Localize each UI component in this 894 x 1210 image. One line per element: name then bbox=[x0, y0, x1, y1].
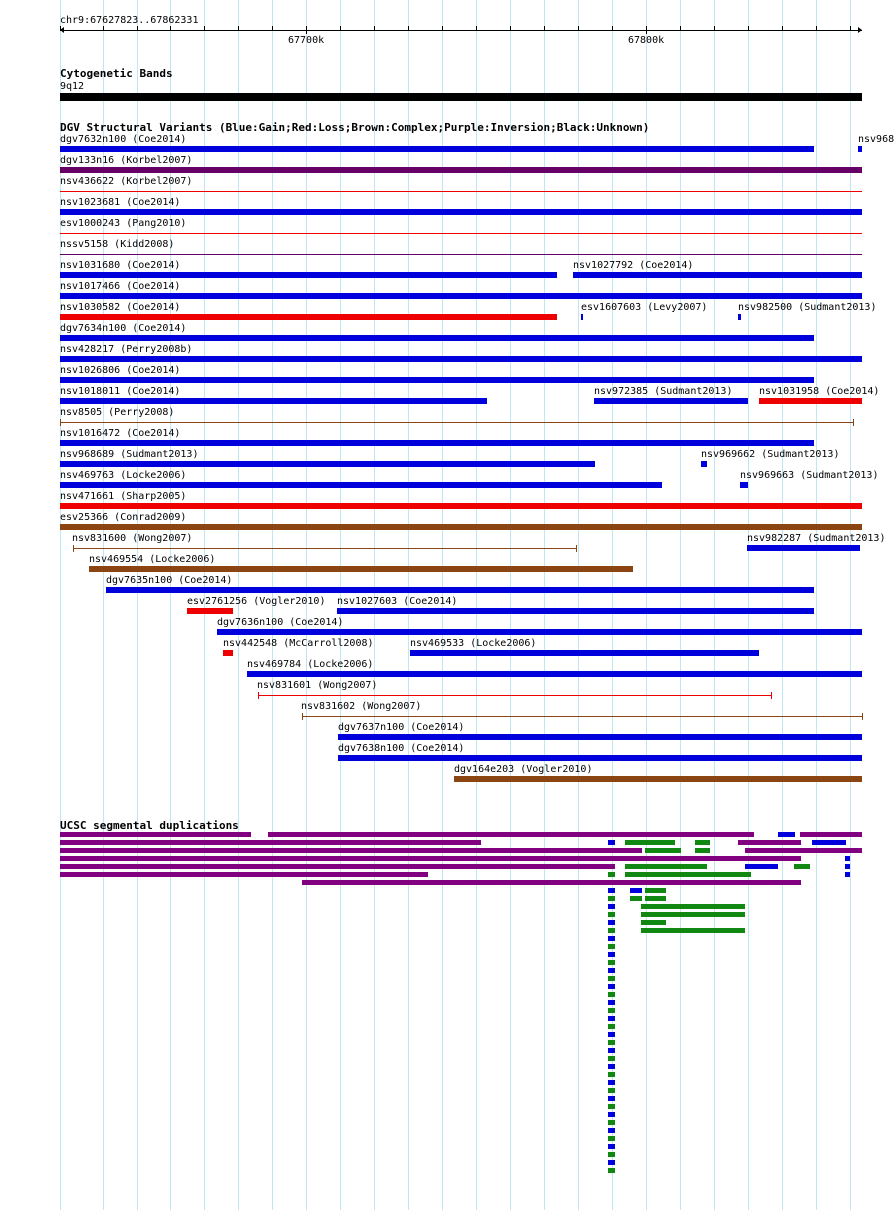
dgv-feature-bar[interactable] bbox=[60, 482, 662, 488]
ruler-tick bbox=[272, 26, 273, 31]
segdup-block[interactable] bbox=[608, 968, 615, 973]
dgv-feature-bar[interactable] bbox=[740, 482, 748, 488]
ruler-tick bbox=[850, 26, 851, 31]
dgv-feature-endcap bbox=[73, 545, 74, 552]
segdup-block[interactable] bbox=[608, 1056, 615, 1061]
segdup-block[interactable] bbox=[641, 912, 745, 917]
segdup-block[interactable] bbox=[608, 984, 615, 989]
dgv-feature-bar[interactable] bbox=[247, 671, 862, 677]
segdup-block[interactable] bbox=[695, 848, 710, 853]
dgv-feature-line[interactable] bbox=[60, 422, 853, 423]
ruler-tick bbox=[816, 26, 817, 31]
ruler-tick bbox=[408, 26, 409, 31]
dgv-feature-label[interactable]: esv1607603 (Levy2007) bbox=[581, 302, 708, 313]
segdup-block[interactable] bbox=[608, 1112, 615, 1117]
dgv-feature-label[interactable]: nsv831600 (Wong2007) bbox=[72, 533, 193, 544]
segdup-block[interactable] bbox=[608, 1024, 615, 1029]
segdup-block[interactable] bbox=[608, 976, 615, 981]
dgv-feature-line[interactable] bbox=[60, 254, 862, 255]
ruler-tick bbox=[204, 26, 205, 31]
segdup-block[interactable] bbox=[630, 896, 642, 901]
ruler-tick bbox=[782, 26, 783, 31]
dgv-feature-bar[interactable] bbox=[60, 209, 862, 215]
ruler-tick bbox=[646, 26, 647, 34]
dgv-feature-endcap bbox=[258, 692, 259, 699]
dgv-feature-bar[interactable] bbox=[60, 146, 814, 152]
dgv-feature-label[interactable]: nsv436622 (Korbel2007) bbox=[60, 176, 193, 187]
segdup-block[interactable] bbox=[608, 1072, 615, 1077]
ruler-tick bbox=[476, 26, 477, 31]
cytoband-bar[interactable] bbox=[60, 93, 862, 101]
segdup-block[interactable] bbox=[60, 848, 642, 853]
dgv-feature-label[interactable]: nsv1031958 (Coe2014) bbox=[759, 386, 880, 397]
segdup-block[interactable] bbox=[630, 888, 642, 893]
dgv-feature-label[interactable]: esv1000243 (Pang2010) bbox=[60, 218, 187, 229]
dgv-feature-bar[interactable] bbox=[338, 755, 862, 761]
dgv-feature-label[interactable]: nsv1026806 (Coe2014) bbox=[60, 365, 181, 376]
segdup-block[interactable] bbox=[645, 896, 666, 901]
dgv-feature-line[interactable] bbox=[302, 716, 862, 717]
segdup-block[interactable] bbox=[695, 840, 710, 845]
ruler-tick bbox=[612, 26, 613, 31]
dgv-feature-label[interactable]: esv25366 (Conrad2009) bbox=[60, 512, 187, 523]
dgv-feature-bar[interactable] bbox=[594, 398, 748, 404]
dgv-feature-label[interactable]: dgv133n16 (Korbel2007) bbox=[60, 155, 193, 166]
segdup-block[interactable] bbox=[625, 840, 675, 845]
segdup-block[interactable] bbox=[608, 1168, 615, 1173]
segdup-block[interactable] bbox=[608, 1048, 615, 1053]
dgv-track-title[interactable]: DGV Structural Variants (Blue:Gain;Red:Loss;Brown:Complex;Purple:Inversion;Black:Unknown) bbox=[60, 121, 650, 134]
segdup-block[interactable] bbox=[625, 872, 751, 877]
segdup-block[interactable] bbox=[608, 1000, 615, 1005]
segdup-block[interactable] bbox=[645, 888, 666, 893]
segdup-block[interactable] bbox=[608, 992, 615, 997]
dgv-feature-label[interactable]: dgv7635n100 (Coe2014) bbox=[106, 575, 233, 586]
segdup-block[interactable] bbox=[608, 872, 615, 877]
dgv-feature-bar[interactable] bbox=[337, 608, 814, 614]
dgv-feature-bar[interactable] bbox=[60, 377, 814, 383]
dgv-feature-label[interactable]: dgv7636n100 (Coe2014) bbox=[217, 617, 344, 628]
ruler-right-arrow bbox=[858, 27, 862, 33]
dgv-feature-bar[interactable] bbox=[759, 398, 862, 404]
dgv-feature-line[interactable] bbox=[60, 191, 862, 192]
segdup-block[interactable] bbox=[608, 1064, 615, 1069]
dgv-feature-bar[interactable] bbox=[60, 398, 487, 404]
dgv-feature-label[interactable]: nsv972385 (Sudmant2013) bbox=[594, 386, 733, 397]
dgv-feature-label[interactable]: nsv1030582 (Coe2014) bbox=[60, 302, 181, 313]
ruler-tick bbox=[340, 26, 341, 31]
dgv-feature-label[interactable]: nsv968689 (Sudmant2013) bbox=[60, 449, 199, 460]
dgv-feature-label[interactable]: nsv831602 (Wong2007) bbox=[301, 701, 422, 712]
segdup-block[interactable] bbox=[608, 840, 615, 845]
segdup-block[interactable] bbox=[608, 1032, 615, 1037]
segdup-block[interactable] bbox=[302, 880, 801, 885]
dgv-feature-endcap bbox=[853, 419, 854, 426]
segdup-block[interactable] bbox=[745, 864, 778, 869]
segdup-block[interactable] bbox=[625, 864, 707, 869]
ruler-tick bbox=[374, 26, 375, 31]
segdup-block[interactable] bbox=[641, 928, 745, 933]
segdup-block[interactable] bbox=[60, 832, 251, 837]
segdup-block[interactable] bbox=[608, 960, 615, 965]
ruler-tick bbox=[137, 26, 138, 31]
segdup-block[interactable] bbox=[845, 872, 850, 877]
segdup-block[interactable] bbox=[608, 912, 615, 917]
dgv-feature-bar[interactable] bbox=[701, 461, 707, 467]
segdup-block[interactable] bbox=[608, 1144, 615, 1149]
dgv-feature-bar[interactable] bbox=[410, 650, 759, 656]
segdup-block[interactable] bbox=[60, 864, 615, 869]
segdup-block[interactable] bbox=[60, 872, 428, 877]
dgv-feature-endcap bbox=[302, 713, 303, 720]
dgv-feature-label[interactable]: dgv164e203 (Vogler2010) bbox=[454, 764, 593, 775]
segdup-block[interactable] bbox=[794, 864, 810, 869]
segdup-block[interactable] bbox=[641, 904, 745, 909]
segdup-block[interactable] bbox=[745, 848, 862, 853]
segdup-block[interactable] bbox=[800, 832, 862, 837]
segdup-block[interactable] bbox=[645, 848, 681, 853]
dgv-feature-label[interactable]: dgv7634n100 (Coe2014) bbox=[60, 323, 187, 334]
segdup-block[interactable] bbox=[608, 1128, 615, 1133]
dgv-feature-bar[interactable] bbox=[187, 608, 233, 614]
dgv-feature-label[interactable]: nsv1018011 (Coe2014) bbox=[60, 386, 181, 397]
dgv-feature-bar[interactable] bbox=[573, 272, 862, 278]
segdup-block[interactable] bbox=[608, 952, 615, 957]
dgv-feature-label[interactable]: nsv8505 (Perry2008) bbox=[60, 407, 175, 418]
segdup-block[interactable] bbox=[608, 1096, 615, 1101]
segdup-block[interactable] bbox=[608, 1088, 615, 1093]
segdup-block[interactable] bbox=[60, 856, 801, 861]
dgv-feature-bar[interactable] bbox=[89, 566, 633, 572]
dgv-feature-label[interactable]: dgv7637n100 (Coe2014) bbox=[338, 722, 465, 733]
segdup-block[interactable] bbox=[608, 896, 615, 901]
dgv-feature-bar[interactable] bbox=[60, 314, 557, 320]
segdup-block[interactable] bbox=[608, 920, 615, 925]
ruler-tick bbox=[60, 26, 61, 31]
dgv-feature-label[interactable]: nsv442548 (McCarroll2008) bbox=[223, 638, 374, 649]
position-label: chr9:67627823..67862331 bbox=[60, 15, 199, 26]
dgv-feature-bar[interactable] bbox=[217, 629, 862, 635]
segdup-block[interactable] bbox=[608, 1040, 615, 1045]
segdup-block[interactable] bbox=[608, 888, 615, 893]
segdup-block[interactable] bbox=[608, 1080, 615, 1085]
ruler-tick bbox=[510, 26, 511, 31]
ruler-tick bbox=[170, 26, 171, 31]
dgv-feature-label[interactable]: nsv1017466 (Coe2014) bbox=[60, 281, 181, 292]
dgv-feature-bar[interactable] bbox=[60, 461, 595, 467]
dgv-feature-label[interactable]: nsv1027603 (Coe2014) bbox=[337, 596, 458, 607]
segdup-block[interactable] bbox=[845, 864, 850, 869]
dgv-feature-endcap bbox=[771, 692, 772, 699]
dgv-feature-label[interactable]: nsv471661 (Sharp2005) bbox=[60, 491, 187, 502]
segdup-block[interactable] bbox=[608, 1136, 615, 1141]
dgv-feature-label[interactable]: nsv982287 (Sudmant2013) bbox=[747, 533, 886, 544]
dgv-feature-label[interactable]: esv2761256 (Vogler2010) bbox=[187, 596, 326, 607]
segdup-block[interactable] bbox=[778, 832, 795, 837]
dgv-feature-label[interactable]: nsv969662 (Sudmant2013) bbox=[701, 449, 840, 460]
dgv-feature-label[interactable]: dgv7638n100 (Coe2014) bbox=[338, 743, 465, 754]
dgv-feature-label[interactable]: nssv5158 (Kidd2008) bbox=[60, 239, 175, 250]
dgv-feature-bar[interactable] bbox=[60, 524, 862, 530]
ruler-tick bbox=[578, 26, 579, 31]
ruler-tick-label: 67800k bbox=[628, 35, 665, 46]
segdup-block[interactable] bbox=[60, 840, 481, 845]
ruler-tick bbox=[680, 26, 681, 31]
ruler-tick bbox=[748, 26, 749, 31]
dgv-feature-line[interactable] bbox=[258, 695, 771, 696]
dgv-feature-label[interactable]: nsv982500 (Sudmant2013) bbox=[738, 302, 877, 313]
segdup-block[interactable] bbox=[608, 928, 615, 933]
segdup-block[interactable] bbox=[608, 944, 615, 949]
segdup-block[interactable] bbox=[845, 856, 850, 861]
segdup-block[interactable] bbox=[608, 1008, 615, 1013]
cytoband-track-title[interactable]: Cytogenetic Bands bbox=[60, 67, 173, 80]
dgv-feature-label[interactable]: nsv1027792 (Coe2014) bbox=[573, 260, 694, 271]
dgv-feature-label[interactable]: nsv469533 (Locke2006) bbox=[410, 638, 537, 649]
dgv-feature-bar[interactable] bbox=[60, 167, 862, 173]
segdup-block[interactable] bbox=[268, 832, 754, 837]
dgv-feature-bar[interactable] bbox=[60, 440, 814, 446]
dgv-feature-bar[interactable] bbox=[747, 545, 860, 551]
dgv-feature-line[interactable] bbox=[60, 233, 862, 234]
dgv-feature-label[interactable]: nsv428217 (Perry2008b) bbox=[60, 344, 193, 355]
dgv-feature-bar[interactable] bbox=[106, 587, 814, 593]
ruler-tick-label: 67700k bbox=[288, 35, 325, 46]
ruler-axis bbox=[60, 30, 862, 31]
dgv-feature-endcap bbox=[862, 713, 863, 720]
ruler-tick bbox=[442, 26, 443, 31]
dgv-feature-label[interactable]: nsv1031680 (Coe2014) bbox=[60, 260, 181, 271]
dgv-feature-bar[interactable] bbox=[858, 146, 862, 152]
dgv-feature-bar[interactable] bbox=[581, 314, 583, 320]
segdup-block[interactable] bbox=[641, 920, 666, 925]
segdup-block[interactable] bbox=[608, 1104, 615, 1109]
dgv-feature-bar[interactable] bbox=[454, 776, 862, 782]
segdup-block[interactable] bbox=[608, 904, 615, 909]
ruler-tick bbox=[714, 26, 715, 31]
dgv-feature-bar[interactable] bbox=[60, 335, 814, 341]
segdup-block[interactable] bbox=[608, 1016, 615, 1021]
dgv-feature-label[interactable]: nsv968 bbox=[858, 134, 894, 145]
dgv-feature-line[interactable] bbox=[73, 548, 576, 549]
dgv-feature-bar[interactable] bbox=[60, 272, 557, 278]
dgv-feature-label[interactable]: nsv969663 (Sudmant2013) bbox=[740, 470, 879, 481]
segdup-block[interactable] bbox=[608, 1120, 615, 1125]
ruler-tick bbox=[544, 26, 545, 31]
dgv-feature-endcap bbox=[60, 419, 61, 426]
dgv-feature-label[interactable]: nsv1016472 (Coe2014) bbox=[60, 428, 181, 439]
segdup-track-title[interactable]: UCSC segmental duplications bbox=[60, 819, 239, 832]
dgv-feature-label[interactable]: dgv7632n100 (Coe2014) bbox=[60, 134, 187, 145]
segdup-block[interactable] bbox=[812, 840, 846, 845]
ruler-tick bbox=[238, 26, 239, 31]
dgv-feature-label[interactable]: nsv469784 (Locke2006) bbox=[247, 659, 374, 670]
dgv-feature-bar[interactable] bbox=[223, 650, 233, 656]
dgv-feature-bar[interactable] bbox=[60, 293, 862, 299]
segdup-block[interactable] bbox=[608, 1152, 615, 1157]
dgv-feature-label[interactable]: nsv469763 (Locke2006) bbox=[60, 470, 187, 481]
dgv-feature-label[interactable]: nsv831601 (Wong2007) bbox=[257, 680, 378, 691]
cytoband-label: 9q12 bbox=[60, 81, 85, 92]
segdup-block[interactable] bbox=[738, 840, 801, 845]
dgv-feature-bar[interactable] bbox=[338, 734, 862, 740]
ruler-tick bbox=[103, 26, 104, 31]
dgv-feature-label[interactable]: nsv1023681 (Coe2014) bbox=[60, 197, 181, 208]
segdup-block[interactable] bbox=[608, 1160, 615, 1165]
dgv-feature-endcap bbox=[576, 545, 577, 552]
ruler-tick bbox=[306, 26, 307, 34]
dgv-feature-label[interactable]: nsv469554 (Locke2006) bbox=[89, 554, 216, 565]
dgv-feature-bar[interactable] bbox=[60, 503, 862, 509]
dgv-feature-bar[interactable] bbox=[60, 356, 862, 362]
segdup-block[interactable] bbox=[608, 936, 615, 941]
dgv-feature-bar[interactable] bbox=[738, 314, 741, 320]
